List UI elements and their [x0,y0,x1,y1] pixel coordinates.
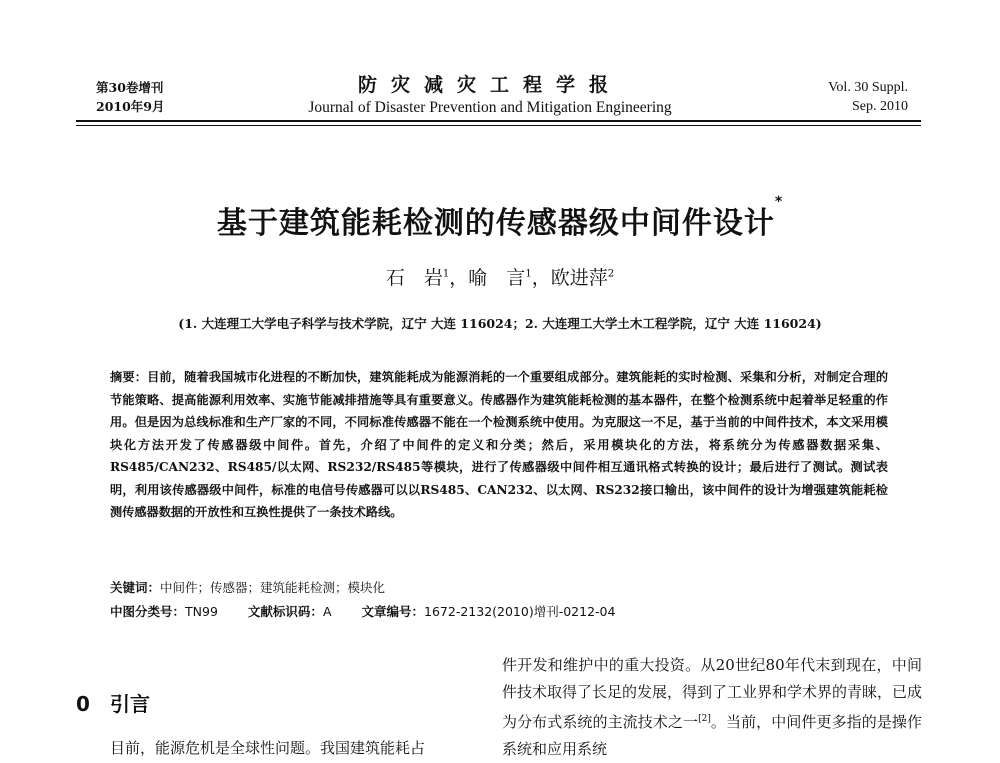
author-affiliation-mark: 2 [607,268,615,280]
author-affiliation-mark: 1 [525,268,532,280]
doc-code-label: 文献标识码： [247,604,323,619]
journal-header [240,72,740,118]
clc-label: 中图分类号： [110,604,186,619]
issue-date-cn: 2010年9月 [96,99,165,114]
doc-code-value: A [322,604,332,619]
abstract-text: 目前，随着我国城市化进程的不断加快，建筑能耗成为能源消耗的一个重要组成部分。建筑能耗的实时检测、采集和分析，对制定合理的节能策略、提高能源利用效率、实施节能减排措施等具有重要意义。传感器作为建筑能耗检测的基本器件，在整个检测系统中起着举足轻重的作用。但是因为总线标准和生产厂家的不同，不同标准传感器不能在一个检测系统中使用。为克服这一不足，基于当前的中间件技术，本文采用模块化方法开发了传感器级中间件。首先，介绍了中间件的定义和分类；然后，采用模块化的方法，将系统分为传感器数据采集、RS485/CAN232、RS485/以太网、RS232/RS485等模块，进行了传感器级中间件相互通讯格式转换的设计；最后进行了测试。测试表明，利用该传感器级中间件，标准的电信号传感器可以以RS485、CAN232、以太网、RS232接口输出，该中间件的设计为增强建筑能耗检测传感器数据的开放性和互换性提供了一条技术路线。 [110,370,889,519]
body-right-column [502,652,922,763]
body-text: 件开发和维护中的重大投资。从20世纪80年代末到现在，中间件技术取得了长足的发展，得到了工业界和学术界的青睐，已成为分布式系统的主流技术之一 [502,656,923,731]
clc-value: TN99 [185,604,218,619]
author-list [0,263,1000,290]
citation-ref: [2] [698,714,711,724]
abstract-label: 摘要： [110,370,148,384]
issue-date-en: Sep. 2010 [852,99,908,114]
keywords-text: 中间件；传感器；建筑能耗检测；模块化 [160,580,386,595]
author-name: 石 岩 [385,267,443,289]
section-number: 0 [76,692,90,716]
author-separator: ， [531,267,551,289]
section-title: 引言 [110,692,150,716]
article-number-label: 文章编号： [361,604,425,619]
affiliations: (1. 大连理工大学电子科学与技术学院，辽宁 大连 116024；2. 大连理工大学土木工程学院，辽宁 大连 116024) [178,316,822,331]
keywords [110,578,385,596]
header-left [96,78,165,116]
author-affiliation-mark: 1 [442,268,450,280]
author-name: 欧进萍 [550,267,608,289]
title-footnote-mark: * [774,194,784,210]
section-heading [76,688,150,717]
article-number-value: 1672-2132(2010)增刊-0212-04 [424,604,616,619]
author-separator: ， [449,267,469,289]
journal-title-cn: 防灾减灾工程学报 [357,74,622,96]
author-name: 喻 言 [468,267,526,289]
abstract [110,366,888,524]
header-right [828,78,908,116]
journal-title-en: Journal of Disaster Prevention and Mitigation Engineering [308,99,672,116]
keywords-label: 关键词： [110,580,161,595]
header-rule-thin [76,125,921,126]
body-left-column: 目前，能源危机是全球性问题。我国建筑能耗占 [110,739,426,757]
body-text: 。当前，中间件更多指的是操作系统和应用系统 [502,713,922,758]
header-rule-thick [76,120,921,122]
article-title [0,194,1000,242]
volume-label: 第30卷增刊 [96,80,164,95]
classification-line [110,602,615,620]
article-title-text: 基于建筑能耗检测的传感器级中间件设计 [216,206,775,241]
volume-label-en: Vol. 30 Suppl. [828,80,908,95]
